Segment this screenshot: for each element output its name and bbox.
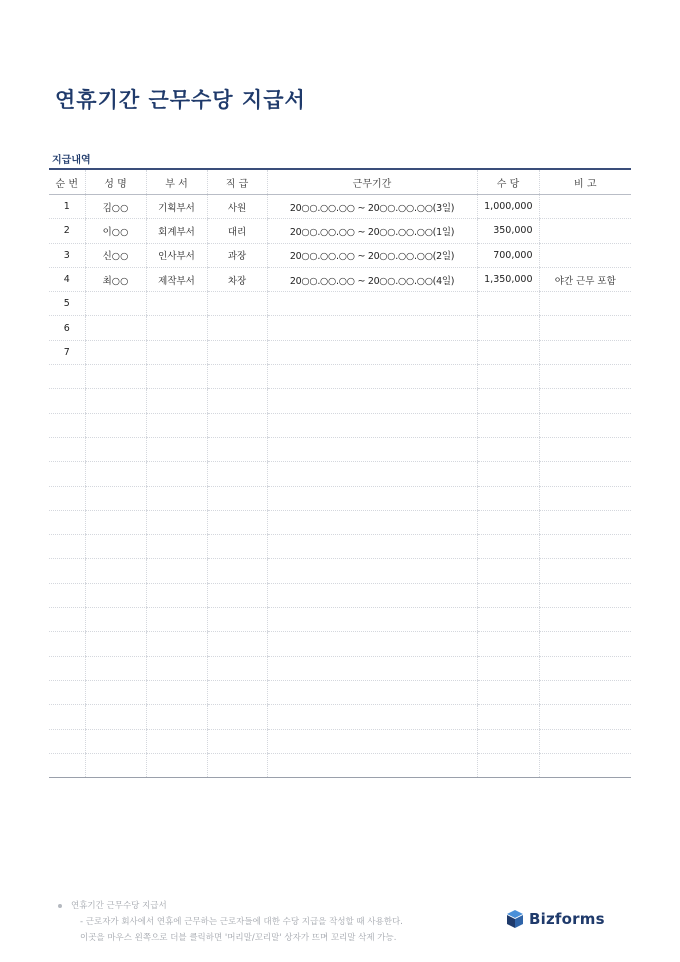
- cell-name: [85, 340, 146, 364]
- cell-remarks: [539, 243, 631, 267]
- table-row: [49, 462, 631, 486]
- cell-position: [207, 292, 267, 316]
- table-row: [49, 753, 631, 777]
- cell-position: [207, 608, 267, 632]
- cell-remarks: [539, 729, 631, 753]
- table-row: [49, 559, 631, 583]
- cell-position: 과장: [207, 243, 267, 267]
- cell-department: [146, 365, 207, 389]
- footer-bullet-icon: [58, 904, 62, 908]
- cell-position: [207, 510, 267, 534]
- cell-position: [207, 340, 267, 364]
- cell-allowance: [477, 340, 539, 364]
- cell-no: [49, 656, 85, 680]
- cell-no: 3: [49, 243, 85, 267]
- cell-no: [49, 583, 85, 607]
- cell-position: [207, 753, 267, 777]
- cell-work-period: [267, 365, 477, 389]
- cell-department: 기획부서: [146, 195, 207, 219]
- cell-no: [49, 680, 85, 704]
- cell-position: [207, 365, 267, 389]
- bizforms-logo-icon: [505, 909, 525, 929]
- cell-work-period: [267, 753, 477, 777]
- footer-description: - 근로자가 회사에서 연휴에 근무하는 근로자들에 대한 수당 지급을 작성할 때 사용한다.: [80, 917, 403, 927]
- cell-position: [207, 535, 267, 559]
- cell-position: [207, 559, 267, 583]
- cell-name: [85, 437, 146, 461]
- cell-department: [146, 340, 207, 364]
- payment-table: [49, 168, 631, 778]
- cell-department: [146, 437, 207, 461]
- header-no: 순 번: [49, 169, 85, 195]
- cell-allowance: [477, 389, 539, 413]
- cell-name: 김○○: [85, 195, 146, 219]
- cell-allowance: [477, 292, 539, 316]
- cell-work-period: [267, 535, 477, 559]
- cell-no: [49, 729, 85, 753]
- cell-work-period: 20○○.○○.○○ ~ 20○○.○○.○○(2일): [267, 243, 477, 267]
- cell-department: [146, 316, 207, 340]
- cell-allowance: 700,000: [477, 243, 539, 267]
- table-row: [49, 705, 631, 729]
- cell-remarks: [539, 486, 631, 510]
- cell-position: [207, 656, 267, 680]
- cell-no: 4: [49, 267, 85, 291]
- cell-no: [49, 753, 85, 777]
- cell-name: [85, 316, 146, 340]
- cell-no: [49, 705, 85, 729]
- cell-name: [85, 583, 146, 607]
- cell-allowance: [477, 632, 539, 656]
- cell-name: 최○○: [85, 267, 146, 291]
- cell-position: 사원: [207, 195, 267, 219]
- cell-remarks: [539, 608, 631, 632]
- cell-remarks: [539, 705, 631, 729]
- table-body: [49, 195, 631, 778]
- cell-department: [146, 729, 207, 753]
- cell-allowance: 1,000,000: [477, 195, 539, 219]
- cell-name: [85, 292, 146, 316]
- cell-no: [49, 632, 85, 656]
- cell-position: [207, 583, 267, 607]
- cell-allowance: [477, 608, 539, 632]
- cell-no: [49, 608, 85, 632]
- cell-name: [85, 510, 146, 534]
- cell-allowance: [477, 510, 539, 534]
- cell-name: [85, 559, 146, 583]
- cell-no: [49, 365, 85, 389]
- cell-position: [207, 437, 267, 461]
- cell-remarks: [539, 195, 631, 219]
- cell-work-period: 20○○.○○.○○ ~ 20○○.○○.○○(3일): [267, 195, 477, 219]
- cell-name: [85, 535, 146, 559]
- cell-position: [207, 632, 267, 656]
- cell-no: [49, 389, 85, 413]
- cell-department: [146, 583, 207, 607]
- cell-work-period: 20○○.○○.○○ ~ 20○○.○○.○○(4일): [267, 267, 477, 291]
- cell-remarks: [539, 365, 631, 389]
- table-row: [49, 219, 631, 243]
- cell-remarks: [539, 583, 631, 607]
- cell-name: [85, 705, 146, 729]
- cell-department: [146, 413, 207, 437]
- cell-remarks: [539, 753, 631, 777]
- cell-position: [207, 413, 267, 437]
- cell-work-period: [267, 462, 477, 486]
- cell-remarks: [539, 656, 631, 680]
- cell-work-period: [267, 608, 477, 632]
- section-label: 지급내역: [52, 155, 91, 166]
- cell-allowance: [477, 680, 539, 704]
- cell-allowance: 1,350,000: [477, 267, 539, 291]
- cell-allowance: [477, 656, 539, 680]
- cell-department: [146, 705, 207, 729]
- cell-position: [207, 705, 267, 729]
- table-row: [49, 510, 631, 534]
- cell-department: [146, 292, 207, 316]
- cell-allowance: [477, 559, 539, 583]
- table-row: [49, 267, 631, 291]
- header-work-period: 근무기간: [267, 169, 477, 195]
- table-row: [49, 437, 631, 461]
- logo-text: Bizforms: [529, 910, 605, 928]
- bizforms-logo: [505, 909, 605, 929]
- cell-allowance: 350,000: [477, 219, 539, 243]
- cell-work-period: [267, 705, 477, 729]
- header-position: 직 급: [207, 169, 267, 195]
- cell-department: [146, 535, 207, 559]
- cell-department: 회계부서: [146, 219, 207, 243]
- cell-department: [146, 486, 207, 510]
- table-row: [49, 316, 631, 340]
- cell-department: 제작부서: [146, 267, 207, 291]
- cell-name: [85, 753, 146, 777]
- footer-note: 이곳을 마우스 왼쪽으로 더블 클릭하면 '머리말/꼬리말' 상자가 뜨며 꼬리말 삭제 가능.: [80, 933, 397, 943]
- cell-name: 신○○: [85, 243, 146, 267]
- cell-work-period: [267, 437, 477, 461]
- cell-work-period: 20○○.○○.○○ ~ 20○○.○○.○○(1일): [267, 219, 477, 243]
- table-row: [49, 243, 631, 267]
- cell-work-period: [267, 316, 477, 340]
- table-row: [49, 535, 631, 559]
- cell-work-period: [267, 559, 477, 583]
- cell-no: [49, 559, 85, 583]
- cell-remarks: [539, 462, 631, 486]
- cell-name: [85, 656, 146, 680]
- cell-allowance: [477, 413, 539, 437]
- cell-work-period: [267, 389, 477, 413]
- cell-allowance: [477, 753, 539, 777]
- cell-no: [49, 437, 85, 461]
- cell-no: [49, 462, 85, 486]
- cell-remarks: [539, 559, 631, 583]
- cell-remarks: [539, 510, 631, 534]
- cell-work-period: [267, 583, 477, 607]
- cell-no: [49, 535, 85, 559]
- cell-no: 1: [49, 195, 85, 219]
- cell-remarks: 야간 근무 포함: [539, 267, 631, 291]
- cell-work-period: [267, 729, 477, 753]
- cell-no: 5: [49, 292, 85, 316]
- cell-name: [85, 486, 146, 510]
- cell-remarks: [539, 437, 631, 461]
- table-row: [49, 340, 631, 364]
- cell-allowance: [477, 535, 539, 559]
- cell-remarks: [539, 389, 631, 413]
- cell-department: 인사부서: [146, 243, 207, 267]
- header-remarks: 비 고: [539, 169, 631, 195]
- cell-department: [146, 680, 207, 704]
- cell-position: [207, 389, 267, 413]
- cell-position: 대리: [207, 219, 267, 243]
- table-row: [49, 195, 631, 219]
- cell-remarks: [539, 316, 631, 340]
- table-row: [49, 389, 631, 413]
- cell-department: [146, 632, 207, 656]
- cell-position: [207, 680, 267, 704]
- payment-table-wrapper: [49, 168, 631, 778]
- table-row: [49, 608, 631, 632]
- cell-work-period: [267, 680, 477, 704]
- cell-work-period: [267, 340, 477, 364]
- cell-remarks: [539, 219, 631, 243]
- cell-work-period: [267, 632, 477, 656]
- cell-allowance: [477, 705, 539, 729]
- cell-department: [146, 462, 207, 486]
- table-row: [49, 656, 631, 680]
- table-row: [49, 729, 631, 753]
- cell-name: [85, 389, 146, 413]
- table-row: [49, 632, 631, 656]
- table-row: [49, 365, 631, 389]
- cell-name: [85, 608, 146, 632]
- cell-name: [85, 680, 146, 704]
- cell-department: [146, 389, 207, 413]
- cell-position: [207, 486, 267, 510]
- cell-name: 이○○: [85, 219, 146, 243]
- cell-no: 2: [49, 219, 85, 243]
- cell-work-period: [267, 413, 477, 437]
- cell-name: [85, 413, 146, 437]
- table-row: [49, 413, 631, 437]
- cell-work-period: [267, 656, 477, 680]
- table-header-row: [49, 169, 631, 195]
- cell-allowance: [477, 462, 539, 486]
- cell-position: [207, 729, 267, 753]
- cell-department: [146, 559, 207, 583]
- cell-remarks: [539, 680, 631, 704]
- cell-allowance: [477, 729, 539, 753]
- cell-no: [49, 413, 85, 437]
- cell-allowance: [477, 583, 539, 607]
- cell-position: 차장: [207, 267, 267, 291]
- cell-remarks: [539, 292, 631, 316]
- cell-no: [49, 486, 85, 510]
- cell-department: [146, 608, 207, 632]
- cell-remarks: [539, 413, 631, 437]
- cell-position: [207, 462, 267, 486]
- cell-name: [85, 365, 146, 389]
- cell-no: 7: [49, 340, 85, 364]
- cell-remarks: [539, 632, 631, 656]
- cell-work-period: [267, 510, 477, 534]
- cell-name: [85, 632, 146, 656]
- page-footer: [58, 898, 403, 946]
- cell-work-period: [267, 292, 477, 316]
- cell-allowance: [477, 486, 539, 510]
- cell-name: [85, 462, 146, 486]
- cell-department: [146, 656, 207, 680]
- cell-position: [207, 316, 267, 340]
- cell-work-period: [267, 486, 477, 510]
- cell-allowance: [477, 365, 539, 389]
- table-row: [49, 486, 631, 510]
- table-row: [49, 583, 631, 607]
- cell-no: 6: [49, 316, 85, 340]
- table-row: [49, 292, 631, 316]
- header-name: 성 명: [85, 169, 146, 195]
- cell-department: [146, 510, 207, 534]
- header-allowance: 수 당: [477, 169, 539, 195]
- cell-remarks: [539, 340, 631, 364]
- page-title: 연휴기간 근무수당 지급서: [55, 88, 306, 112]
- cell-allowance: [477, 437, 539, 461]
- header-department: 부 서: [146, 169, 207, 195]
- cell-name: [85, 729, 146, 753]
- footer-title: 연휴기간 근무수당 지급서: [71, 901, 167, 911]
- cell-department: [146, 753, 207, 777]
- cell-allowance: [477, 316, 539, 340]
- table-row: [49, 680, 631, 704]
- cell-no: [49, 510, 85, 534]
- cell-remarks: [539, 535, 631, 559]
